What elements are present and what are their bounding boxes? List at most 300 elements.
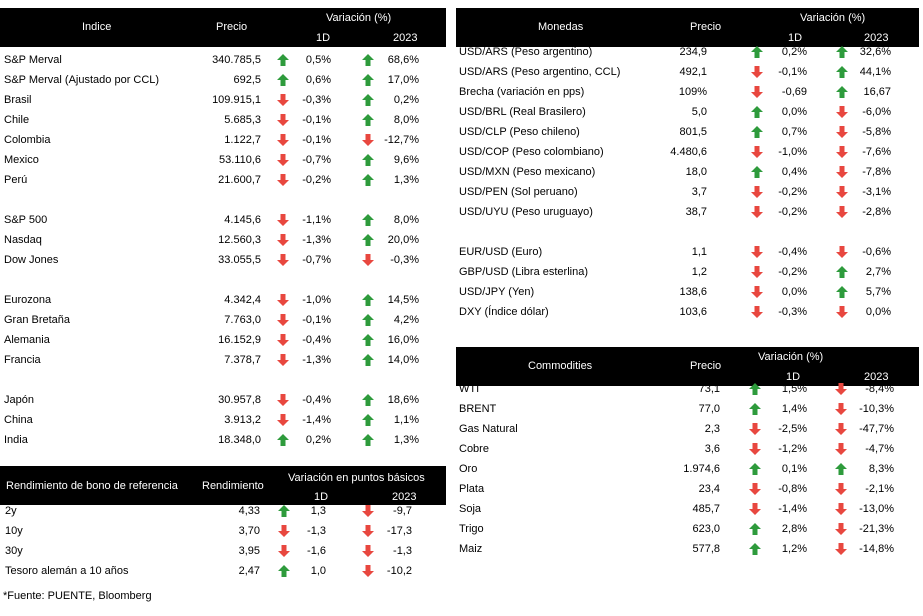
arrow-down-icon — [277, 294, 289, 306]
arrow-down-icon — [277, 314, 289, 326]
row-change-1d: 1,5% — [781, 383, 807, 395]
table-row — [0, 350, 446, 370]
row-name: USD/PEN (Sol peruano) — [459, 186, 578, 198]
table-row — [0, 501, 446, 521]
row-change-1d: 0,7% — [781, 126, 807, 138]
row-change-1d: 0,0% — [781, 286, 807, 298]
row-price: 492,1 — [679, 66, 707, 78]
arrow-down-icon — [751, 266, 763, 278]
row-change-1d: 0,4% — [781, 166, 807, 178]
row-name: EUR/USD (Euro) — [459, 246, 543, 258]
arrow-up-icon — [278, 565, 290, 577]
row-change-ytd: 20,0% — [387, 234, 419, 246]
row-change-1d: -2,5% — [778, 423, 807, 435]
arrow-down-icon — [836, 126, 848, 138]
row-name: USD/MXN (Peso mexicano) — [459, 166, 596, 178]
row-change-1d: 0,2% — [781, 46, 807, 58]
row-change-ytd: 17,0% — [387, 74, 419, 86]
row-name: Colombia — [4, 134, 51, 146]
arrow-up-icon — [362, 334, 374, 346]
indices-table — [0, 8, 446, 446]
row-name: S&P 500 — [4, 214, 48, 226]
row-name: 2y — [5, 505, 17, 517]
table-row — [456, 142, 919, 162]
row-price: 23,4 — [698, 483, 720, 495]
table-row — [0, 561, 446, 581]
table-row — [0, 130, 446, 150]
arrow-down-icon — [835, 403, 847, 415]
row-price: 21.600,7 — [218, 174, 261, 186]
row-name: Gran Bretaña — [4, 314, 71, 326]
row-change-1d: -1,3 — [307, 525, 326, 537]
row-price: 1.122,7 — [224, 134, 261, 146]
row-name: Brasil — [4, 94, 32, 106]
row-change-ytd: 16,0% — [387, 334, 419, 346]
table-row — [456, 102, 919, 122]
arrow-down-icon — [751, 86, 763, 98]
row-name: Soja — [459, 503, 482, 515]
bonds-header-price: Rendimiento — [202, 480, 264, 492]
arrow-up-icon — [835, 463, 847, 475]
row-change-ytd: 1,1% — [393, 414, 419, 426]
row-price: 1.974,6 — [683, 463, 720, 475]
row-change-1d: -1,4% — [302, 414, 331, 426]
arrow-down-icon — [751, 306, 763, 318]
arrow-down-icon — [749, 503, 761, 515]
row-change-ytd: 8,0% — [393, 114, 419, 126]
table-row — [0, 90, 446, 110]
row-name: Alemania — [4, 334, 50, 346]
arrow-down-icon — [749, 443, 761, 455]
arrow-down-icon — [836, 166, 848, 178]
row-name: Dow Jones — [4, 254, 59, 266]
row-change-ytd: -7,8% — [862, 166, 891, 178]
table-row — [0, 70, 446, 90]
row-change-ytd: -2,8% — [862, 206, 891, 218]
arrow-down-icon — [277, 114, 289, 126]
table-row — [456, 242, 919, 262]
table-row — [456, 519, 919, 539]
row-change-ytd: 14,0% — [387, 354, 419, 366]
row-name: DXY (Índice dólar) — [459, 306, 549, 318]
arrow-up-icon — [362, 394, 374, 406]
row-price: 103,6 — [679, 306, 707, 318]
row-change-ytd: -7,6% — [862, 146, 891, 158]
arrow-down-icon — [277, 254, 289, 266]
table-row — [456, 399, 919, 419]
indices-header — [0, 8, 446, 47]
arrow-up-icon — [749, 543, 761, 555]
row-change-ytd: 16,67 — [863, 86, 891, 98]
row-change-1d: 0,1% — [781, 463, 807, 475]
row-change-ytd: -8,4% — [865, 383, 894, 395]
arrow-up-icon — [836, 286, 848, 298]
arrow-up-icon — [362, 414, 374, 426]
row-price: 138,6 — [679, 286, 707, 298]
row-name: 30y — [5, 545, 23, 557]
arrow-down-icon — [751, 246, 763, 258]
row-change-1d: -1,1% — [302, 214, 331, 226]
row-price: 16.152,9 — [218, 334, 261, 346]
row-name: Japón — [4, 394, 34, 406]
row-price: 77,0 — [698, 403, 720, 415]
row-name: India — [4, 434, 28, 446]
row-change-1d: -0,1% — [302, 114, 331, 126]
row-change-ytd: -17,3 — [386, 525, 412, 537]
row-name: Perú — [4, 174, 28, 186]
row-change-ytd: -21,3% — [859, 523, 894, 535]
row-price: 4,33 — [238, 505, 260, 517]
row-change-ytd: 1,3% — [393, 434, 419, 446]
row-change-ytd: -5,8% — [862, 126, 891, 138]
row-name: Oro — [459, 463, 478, 475]
row-price: 801,5 — [679, 126, 707, 138]
row-change-1d: -0,1% — [302, 314, 331, 326]
arrow-up-icon — [362, 174, 374, 186]
table-row — [456, 42, 919, 62]
table-row — [456, 82, 919, 102]
bonds-header-name: Rendimiento de bono de referencia — [6, 480, 178, 492]
row-price: 623,0 — [692, 523, 720, 535]
row-name: BRENT — [459, 403, 497, 415]
row-change-ytd: -3,1% — [862, 186, 891, 198]
row-change-1d: 1,4% — [781, 403, 807, 415]
row-change-ytd: 9,6% — [393, 154, 419, 166]
row-change-1d: -0,1% — [302, 134, 331, 146]
row-price: 12.560,3 — [218, 234, 261, 246]
row-change-ytd: -6,0% — [862, 106, 891, 118]
commodities-header-1d: 1D — [786, 371, 801, 383]
row-price: 109.915,1 — [212, 94, 261, 106]
row-price: 5,0 — [691, 106, 707, 118]
row-price: 4.480,6 — [670, 146, 707, 158]
table-row — [456, 439, 919, 459]
arrow-down-icon — [835, 483, 847, 495]
row-change-1d: -0,4% — [778, 246, 807, 258]
row-name: S&P Merval — [4, 54, 62, 66]
arrow-down-icon — [277, 174, 289, 186]
source-footnote: *Fuente: PUENTE, Bloomberg — [3, 590, 152, 602]
arrow-down-icon — [362, 254, 374, 266]
commodities-header-price: Precio — [690, 360, 722, 372]
arrow-down-icon — [836, 246, 848, 258]
row-price: 7.763,0 — [224, 314, 261, 326]
row-change-1d: 0,5% — [305, 54, 331, 66]
arrow-down-icon — [277, 414, 289, 426]
row-price: 485,7 — [692, 503, 720, 515]
arrow-down-icon — [836, 146, 848, 158]
arrow-down-icon — [751, 146, 763, 158]
arrow-up-icon — [362, 74, 374, 86]
row-price: 340.785,5 — [212, 54, 261, 66]
arrow-up-icon — [836, 86, 848, 98]
row-change-1d: -0,7% — [302, 254, 331, 266]
arrow-down-icon — [362, 134, 374, 146]
arrow-down-icon — [835, 443, 847, 455]
row-name: Tesoro alemán a 10 años — [5, 565, 129, 577]
arrow-down-icon — [277, 354, 289, 366]
arrow-down-icon — [836, 106, 848, 118]
row-change-ytd: -13,0% — [859, 503, 894, 515]
table-row — [456, 499, 919, 519]
arrow-down-icon — [362, 525, 374, 537]
table-row — [0, 210, 446, 230]
table-row — [456, 62, 919, 82]
arrow-up-icon — [749, 383, 761, 395]
row-change-ytd: 4,2% — [393, 314, 419, 326]
arrow-down-icon — [362, 505, 374, 517]
row-change-ytd: 44,1% — [859, 66, 891, 78]
row-name: 10y — [5, 525, 23, 537]
arrow-down-icon — [751, 186, 763, 198]
table-row — [456, 459, 919, 479]
table-row — [0, 330, 446, 350]
arrow-up-icon — [362, 434, 374, 446]
bonds-header-1d: 1D — [314, 491, 329, 503]
arrow-down-icon — [362, 545, 374, 557]
table-row — [0, 250, 446, 270]
arrow-down-icon — [751, 286, 763, 298]
row-change-1d: 0,2% — [305, 434, 331, 446]
arrow-up-icon — [362, 294, 374, 306]
table-row — [0, 110, 446, 130]
table-row — [0, 541, 446, 561]
arrow-up-icon — [362, 354, 374, 366]
arrow-up-icon — [277, 74, 289, 86]
arrow-down-icon — [277, 154, 289, 166]
bonds-table — [0, 466, 446, 577]
row-price: 1,2 — [691, 266, 707, 278]
row-price: 3.913,2 — [224, 414, 261, 426]
arrow-down-icon — [277, 334, 289, 346]
row-price: 1,1 — [691, 246, 707, 258]
row-change-ytd: 0,2% — [393, 94, 419, 106]
bonds-header — [0, 466, 446, 505]
indices-header-1d: 1D — [316, 32, 331, 44]
row-name: Chile — [4, 114, 30, 126]
row-price: 692,5 — [233, 74, 261, 86]
arrow-up-icon — [362, 234, 374, 246]
commodities-header-variation: Variación (%) — [758, 351, 824, 363]
row-change-1d: 0,0% — [781, 106, 807, 118]
row-change-1d: -1,0% — [302, 294, 331, 306]
arrow-up-icon — [362, 94, 374, 106]
row-price: 3,7 — [691, 186, 707, 198]
arrow-up-icon — [836, 46, 848, 58]
table-row — [0, 170, 446, 190]
arrow-down-icon — [278, 545, 290, 557]
arrow-up-icon — [751, 46, 763, 58]
row-change-1d: -0,2% — [778, 186, 807, 198]
row-price: 3,70 — [238, 525, 260, 537]
row-price: 2,47 — [238, 565, 260, 577]
table-row — [456, 162, 919, 182]
arrow-up-icon — [749, 463, 761, 475]
row-name: USD/BRL (Real Brasilero) — [459, 106, 586, 118]
commodities-table — [456, 347, 919, 555]
currencies-table — [456, 8, 919, 318]
row-change-1d: -0,1% — [778, 66, 807, 78]
commodities-header-name: Commodities — [528, 360, 593, 372]
currencies-header-1d: 1D — [788, 32, 803, 44]
row-price: 7.378,7 — [224, 354, 261, 366]
arrow-down-icon — [277, 94, 289, 106]
table-row — [0, 150, 446, 170]
table-row — [0, 310, 446, 330]
row-price: 4.342,4 — [224, 294, 261, 306]
table-row — [456, 122, 919, 142]
row-price: 18.348,0 — [218, 434, 261, 446]
currencies-header-2023: 2023 — [864, 32, 889, 44]
row-change-ytd: -47,7% — [859, 423, 894, 435]
row-name: Brecha (variación en pps) — [459, 86, 585, 98]
table-row — [456, 419, 919, 439]
arrow-up-icon — [362, 314, 374, 326]
row-price: 2,3 — [704, 423, 720, 435]
row-change-ytd: -2,1% — [865, 483, 894, 495]
row-name: USD/ARS (Peso argentino) — [459, 46, 593, 58]
row-change-ytd: 1,3% — [393, 174, 419, 186]
row-price: 53.110,6 — [218, 154, 261, 166]
row-change-1d: -0,2% — [778, 206, 807, 218]
table-row — [0, 521, 446, 541]
row-name: Francia — [4, 354, 41, 366]
arrow-down-icon — [749, 423, 761, 435]
arrow-up-icon — [362, 154, 374, 166]
row-price: 109% — [678, 86, 707, 98]
table-row — [456, 379, 919, 399]
arrow-down-icon — [836, 306, 848, 318]
row-change-ytd: 0,0% — [865, 306, 891, 318]
row-price: 18,0 — [685, 166, 707, 178]
row-change-1d: -0,2% — [778, 266, 807, 278]
row-name: Gas Natural — [459, 423, 518, 435]
row-change-1d: -0,3% — [302, 94, 331, 106]
row-change-1d: -1,4% — [778, 503, 807, 515]
row-change-ytd: 2,7% — [865, 266, 891, 278]
arrow-up-icon — [749, 523, 761, 535]
row-change-1d: -1,2% — [778, 443, 807, 455]
indices-header-price: Precio — [216, 21, 248, 33]
bonds-header-2023: 2023 — [392, 491, 417, 503]
row-name: Mexico — [4, 154, 39, 166]
table-row — [0, 50, 446, 70]
indices-header-2023: 2023 — [393, 32, 418, 44]
row-change-ytd: 68,6% — [387, 54, 419, 66]
row-change-1d: -0,4% — [302, 394, 331, 406]
arrow-down-icon — [836, 186, 848, 198]
row-change-1d: -0,8% — [778, 483, 807, 495]
row-change-1d: -1,6 — [307, 545, 326, 557]
row-change-ytd: -10,3% — [859, 403, 894, 415]
row-name: Cobre — [459, 443, 489, 455]
arrow-down-icon — [277, 134, 289, 146]
row-change-ytd: 18,6% — [387, 394, 419, 406]
row-name: Nasdaq — [4, 234, 42, 246]
currencies-header-name: Monedas — [538, 21, 584, 33]
row-change-ytd: -12,7% — [384, 134, 419, 146]
arrow-down-icon — [751, 206, 763, 218]
row-name: Plata — [459, 483, 485, 495]
arrow-up-icon — [751, 106, 763, 118]
row-name: USD/COP (Peso colombiano) — [459, 146, 604, 158]
arrow-down-icon — [835, 543, 847, 555]
row-change-1d: -1,3% — [302, 234, 331, 246]
table-row — [0, 410, 446, 430]
row-change-1d: 1,2% — [781, 543, 807, 555]
row-name: WTI — [459, 383, 480, 395]
arrow-up-icon — [836, 266, 848, 278]
row-change-1d: -0,2% — [302, 174, 331, 186]
indices-header-name: Indice — [82, 21, 112, 33]
arrow-up-icon — [362, 214, 374, 226]
commodities-header-2023: 2023 — [864, 371, 889, 383]
row-price: 5.685,3 — [224, 114, 261, 126]
arrow-up-icon — [751, 166, 763, 178]
row-change-ytd: 8,3% — [868, 463, 894, 475]
arrow-up-icon — [362, 54, 374, 66]
arrow-down-icon — [836, 206, 848, 218]
bonds-header-variation: Variación en puntos básicos — [288, 472, 425, 484]
row-name: Eurozona — [4, 294, 52, 306]
arrow-down-icon — [278, 525, 290, 537]
row-price: 33.055,5 — [218, 254, 261, 266]
row-change-ytd: -14,8% — [859, 543, 894, 555]
row-price: 4.145,6 — [224, 214, 261, 226]
row-change-1d: -0,3% — [778, 306, 807, 318]
row-change-1d: -1,3% — [302, 354, 331, 366]
arrow-up-icon — [836, 66, 848, 78]
row-name: USD/JPY (Yen) — [459, 286, 535, 298]
row-change-ytd: 8,0% — [393, 214, 419, 226]
table-row — [456, 202, 919, 222]
table-row — [0, 430, 446, 450]
row-name: USD/UYU (Peso uruguayo) — [459, 206, 593, 218]
row-change-1d: -0,7% — [302, 154, 331, 166]
arrow-up-icon — [749, 403, 761, 415]
row-change-ytd: -10,2 — [386, 565, 412, 577]
arrow-down-icon — [751, 66, 763, 78]
arrow-down-icon — [749, 483, 761, 495]
row-name: China — [4, 414, 33, 426]
table-row — [456, 479, 919, 499]
arrow-down-icon — [835, 523, 847, 535]
table-row — [456, 539, 919, 559]
row-name: USD/CLP (Peso chileno) — [459, 126, 580, 138]
row-name: S&P Merval (Ajustado por CCL) — [4, 74, 160, 86]
row-price: 30.957,8 — [218, 394, 261, 406]
row-change-1d: 2,8% — [781, 523, 807, 535]
row-price: 3,6 — [704, 443, 720, 455]
table-row — [456, 182, 919, 202]
row-change-1d: 0,6% — [305, 74, 331, 86]
row-change-ytd: -0,3% — [390, 254, 419, 266]
currencies-header-variation: Variación (%) — [800, 12, 866, 24]
arrow-down-icon — [277, 214, 289, 226]
row-change-1d: -0,69 — [781, 86, 807, 98]
arrow-up-icon — [362, 114, 374, 126]
arrow-down-icon — [277, 394, 289, 406]
row-change-ytd: -0,6% — [862, 246, 891, 258]
row-price: 73,1 — [698, 383, 720, 395]
arrow-down-icon — [835, 383, 847, 395]
row-change-1d: 1,0 — [310, 565, 326, 577]
row-price: 38,7 — [685, 206, 707, 218]
arrow-up-icon — [751, 126, 763, 138]
row-name: GBP/USD (Libra esterlina) — [459, 266, 588, 278]
row-change-ytd: -4,7% — [865, 443, 894, 455]
indices-header-variation: Variación (%) — [326, 12, 392, 24]
